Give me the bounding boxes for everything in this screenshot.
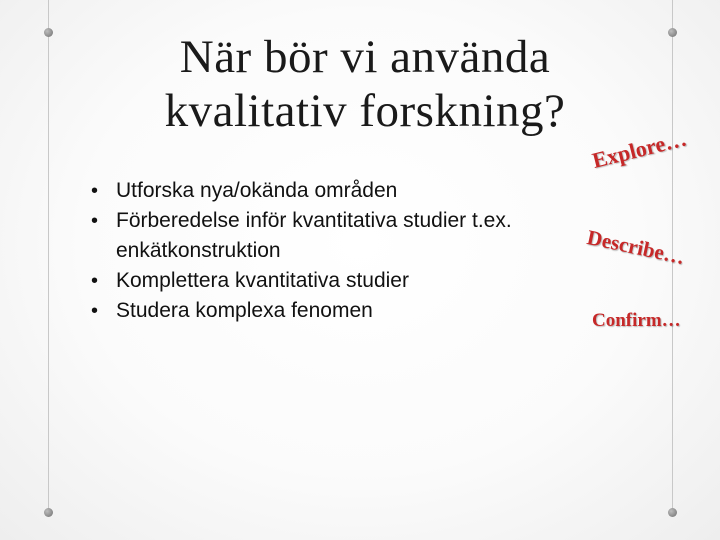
bullet-item: • Utforska nya/okända områden — [88, 176, 588, 206]
bullet-item: • Förberedelse inför kvantitativa studier t.ex. enkätkonstruktion — [88, 206, 588, 266]
corner-dot-top-left — [44, 28, 53, 37]
confirm-label: Confirm… — [592, 310, 681, 331]
bullet-item: • Komplettera kvantitativa studier — [88, 266, 588, 296]
corner-dot-bottom-right — [668, 508, 677, 517]
corner-dot-bottom-left — [44, 508, 53, 517]
slide-title: När bör vi använda kvalitativ forskning? — [164, 31, 566, 137]
left-border-line — [48, 0, 49, 512]
explore-label: Explore… — [589, 125, 690, 174]
bullet-list — [88, 176, 588, 326]
describe-label: Describe… — [585, 225, 687, 270]
corner-dot-top-right — [668, 28, 677, 37]
bullet-item: • Studera komplexa fenomen — [88, 296, 588, 326]
